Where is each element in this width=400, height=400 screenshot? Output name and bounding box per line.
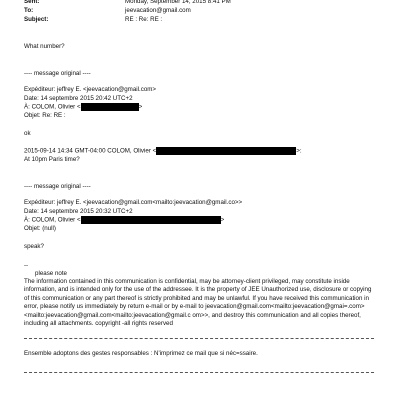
to-value: jeevacation@gmail.com [125, 7, 191, 14]
sent-value: Monday, September 14, 2015 8:41 PM [125, 0, 231, 5]
divider-1 [24, 338, 374, 339]
speak-text: speak? [24, 243, 44, 250]
message-1-date: Date: 14 septembre 2015 20:42 UTC+2 [24, 95, 133, 102]
signature-dashes: -- [24, 262, 29, 269]
message-1-from: Expéditeur: jeffrey E. <jeevacation@gmail.com> [24, 86, 157, 93]
redaction-bar [156, 147, 296, 155]
reply-text: What number? [24, 43, 65, 50]
ensemble-text: Ensemble adoptons des gestes responsables : N'imprimez ce mail que si néc=ssaire. [24, 350, 258, 357]
quoted-text: At 10pm Paris time? [24, 156, 80, 163]
message-1-to-prefix: À: COLOM, Olivier < [24, 103, 81, 111]
quoted-header [24, 147, 302, 156]
subject-value: RE : Re: RE : [125, 16, 163, 23]
message-1-to [24, 103, 142, 112]
sent-label: Sent: [24, 0, 40, 5]
message-2-to-prefix: À: COLOM, Olivier < [24, 216, 81, 224]
message-1-to-suffix: > [138, 103, 143, 111]
redaction-bar [81, 103, 139, 111]
quoted-header-prefix: 2015-09-14 14:34 GMT-04:00 COLOM, Olivier < [24, 147, 157, 155]
quoted-header-suffix: >: [296, 147, 302, 155]
message-2-date: Date: 14 septembre 2015 20:32 UTC+2 [24, 208, 133, 215]
disclaimer: The information contained in this communication is confidential, may be attorney-client privileged, may constitute inside information, and is intended only for the use of the addressee. It is the property of JEE Unauthorized use, disclosure or copying of this communication or any part thereof is strictly prohibited and may be unlawful. If you have received this communication in error, please notify us immediately by return e-mail or by e-mail to jeevacation@gmail.com<mailto:jeevacation@gmai=.com><mailto:jeevacation@gmail.com<mailto:jeevacation@gmail.c om>>, and destroy this communication and all copies thereof, including all attachments. copyright -all rights reserved [24, 278, 372, 328]
ok-text: ok [24, 130, 31, 137]
message-2-to [24, 216, 224, 225]
subject-label: Subject: [24, 16, 49, 23]
separator-2: ---- message original ---- [24, 183, 91, 190]
please-note: please note [35, 270, 67, 277]
divider-2 [24, 372, 374, 373]
separator-1: ---- message original ---- [24, 70, 91, 77]
message-2-to-suffix: > [220, 216, 225, 224]
redaction-bar [81, 216, 221, 224]
message-1-subject: Objet: Re: RE : [24, 112, 66, 119]
message-2-from: Expéditeur: jeffrey E. <jeevacation@gmail.com<mailto:jeevacation@gmail.co>> [24, 199, 243, 206]
message-2-subject: Objet: (null) [24, 225, 56, 232]
to-label: To: [24, 7, 34, 14]
